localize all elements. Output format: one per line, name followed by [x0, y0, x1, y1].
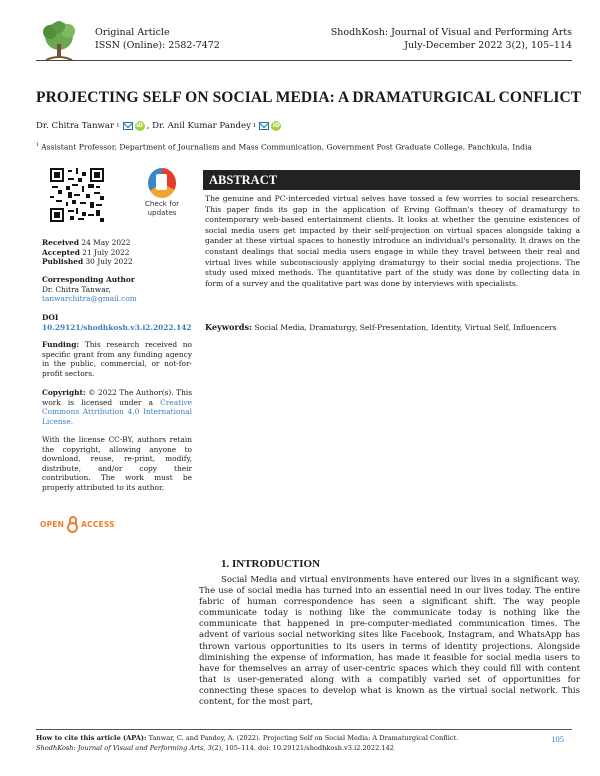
doi-link[interactable]: 10.29121/shodhkosh.v3.i2.2022.142 — [42, 322, 192, 332]
citation-line — [36, 734, 458, 742]
check-updates-icon — [148, 168, 176, 198]
received-date: 24 May 2022 — [81, 238, 131, 247]
affiliation-superscript: 1 — [36, 142, 40, 148]
author-name: Dr. Chitra Tanwar — [36, 121, 115, 131]
open-access-lock-icon — [66, 516, 79, 533]
doi-label: DOI — [42, 313, 59, 322]
open-access-left: OPEN — [40, 520, 65, 529]
funding-text: This research received no specific grant from any funding agency in the public, commercial, or not-for-profit sectors. — [42, 340, 192, 378]
keywords-text: Social Media, Dramaturgy, Self-Presentation, Identity, Virtual Self, Influencers — [254, 323, 557, 332]
author-superscript: 1 — [116, 123, 120, 129]
corresponding-name: Dr. Chitra Tanwar, — [42, 284, 111, 294]
published-label: Published — [42, 257, 84, 267]
received-label: Received — [42, 238, 80, 247]
published-date: 30 July 2022 — [85, 257, 133, 267]
email-icon[interactable] — [123, 122, 133, 130]
orcid-icon[interactable]: iD — [272, 122, 280, 129]
header-divider — [36, 60, 572, 61]
footer-divider — [36, 729, 572, 730]
orcid-icon[interactable]: iD — [136, 122, 144, 129]
header-left — [95, 26, 220, 52]
section-heading-introduction: 1. INTRODUCTION — [221, 558, 321, 570]
keywords-label: Keywords: — [205, 322, 253, 332]
copyright-text: © 2022 The Author(s). This work is licensed under a — [42, 388, 192, 407]
qr-code-icon — [50, 168, 104, 222]
author-name: , Dr. Anil Kumar Pandey — [146, 121, 251, 131]
doi-block — [42, 313, 192, 332]
citation-label: How to cite this article (APA): — [36, 734, 147, 742]
abstract-heading: ABSTRACT — [203, 170, 580, 190]
accepted-label: Accepted — [42, 247, 80, 257]
corresponding-email-link[interactable]: tanwarchitra@gmail.com — [42, 294, 137, 304]
author-line — [36, 121, 283, 131]
page-number: 105 — [551, 734, 564, 744]
article-type: Original Article — [95, 27, 170, 38]
citation-source — [36, 744, 394, 752]
introduction-paragraph: Social Media and virtual environments have entered our lives in a significant way. The use of social media has turned into an essential need in our lives today. The entire fabric of human correspondence has seen a significant shift. The way people communicate today is nothing like the communicate today is nothing like the communicate that happened in pre-computer-mediated communication times. The advent of various social networking sites like Facebook, Instagram, and WhatsApp has thrown various opportunities to its users in terms of identity projections. Alongside diminishing the expense of information, has made it feasible for social media users to have for themselves an array of user-centric spaces which they could fill with content that is user-generated along with a compatibly varied set of opportunities for connecting these spaces to develop what is known as the virtual social network. This content, for the most part, — [199, 575, 580, 708]
citation-text: Tanwar, C. and Pandey, A. (2022). Projecting Self on Social Media: A Dramaturgical Conflict. — [148, 734, 459, 742]
open-access-logo — [40, 516, 115, 533]
check-for-updates-badge[interactable] — [135, 168, 189, 222]
header-right — [331, 26, 572, 52]
paper-title: PROJECTING SELF ON SOCIAL MEDIA: A DRAMATURGICAL CONFLICT — [36, 89, 582, 106]
corresponding-author — [42, 275, 192, 304]
keywords — [205, 322, 580, 334]
issn: ISSN (Online): 2582-7472 — [95, 40, 220, 51]
abstract-text: The genuine and PC-interceded virtual selves have tossed a few worries to social researchers. This paper finds its gap in the application of Erving Goffman's theory of dramaturgy to contemporary web-based entertainment clients. It looks at whether the genuine existences of social media users get impacted by their self-projection on virtual spaces alongside taking a gander at these virtual spaces to honestly introduce an individual's personality. It draws on the constant dealings that social media users engage in while they travel between their real and virtual lives while subconsciously applying dramaturgy to their social media projections. The study used mixed methods. The quantitative part of the study was done by collecting data in form of a survey and the qualitative part was done by interviews with specialists. — [205, 194, 580, 288]
accepted-date: 21 July 2022 — [82, 247, 130, 257]
journal-name: ShodhKosh: Journal of Visual and Performing Arts — [330, 27, 572, 38]
journal-issue: July-December 2022 3(2), 105–114 — [404, 40, 572, 51]
license-statement: With the license CC-BY, authors retain the copyright, allowing anyone to download, reuse, re-print, modify, distribute, and/or copy their contribution. The work must be properly attributed to its author. — [42, 435, 192, 492]
corresponding-label: Corresponding Author — [42, 275, 135, 284]
funding-statement — [42, 340, 192, 378]
affiliation — [36, 142, 532, 152]
check-updates-label: Check for updates — [144, 199, 180, 217]
affiliation-text: Assistant Professor, Department of Journalism and Mass Communication, Government Post Graduate College, Panchkula, India — [41, 142, 532, 152]
author-superscript: 1 — [252, 123, 257, 129]
license-link[interactable]: Creative Commons Attribution 4.0 International License. — [42, 397, 192, 426]
copyright-statement — [42, 388, 192, 426]
citation-journal: ShodhKosh: Journal of Visual and Performing Arts, 3 — [36, 744, 212, 752]
article-dates — [42, 238, 192, 267]
funding-label: Funding: — [42, 340, 80, 349]
email-icon[interactable] — [259, 122, 269, 130]
citation-rest: (2), 105–114. doi: 10.29121/shodhkosh.v3.i2.2022.142 — [211, 744, 394, 752]
copyright-label: Copyright: — [42, 388, 86, 397]
open-access-right: ACCESS — [81, 520, 115, 529]
